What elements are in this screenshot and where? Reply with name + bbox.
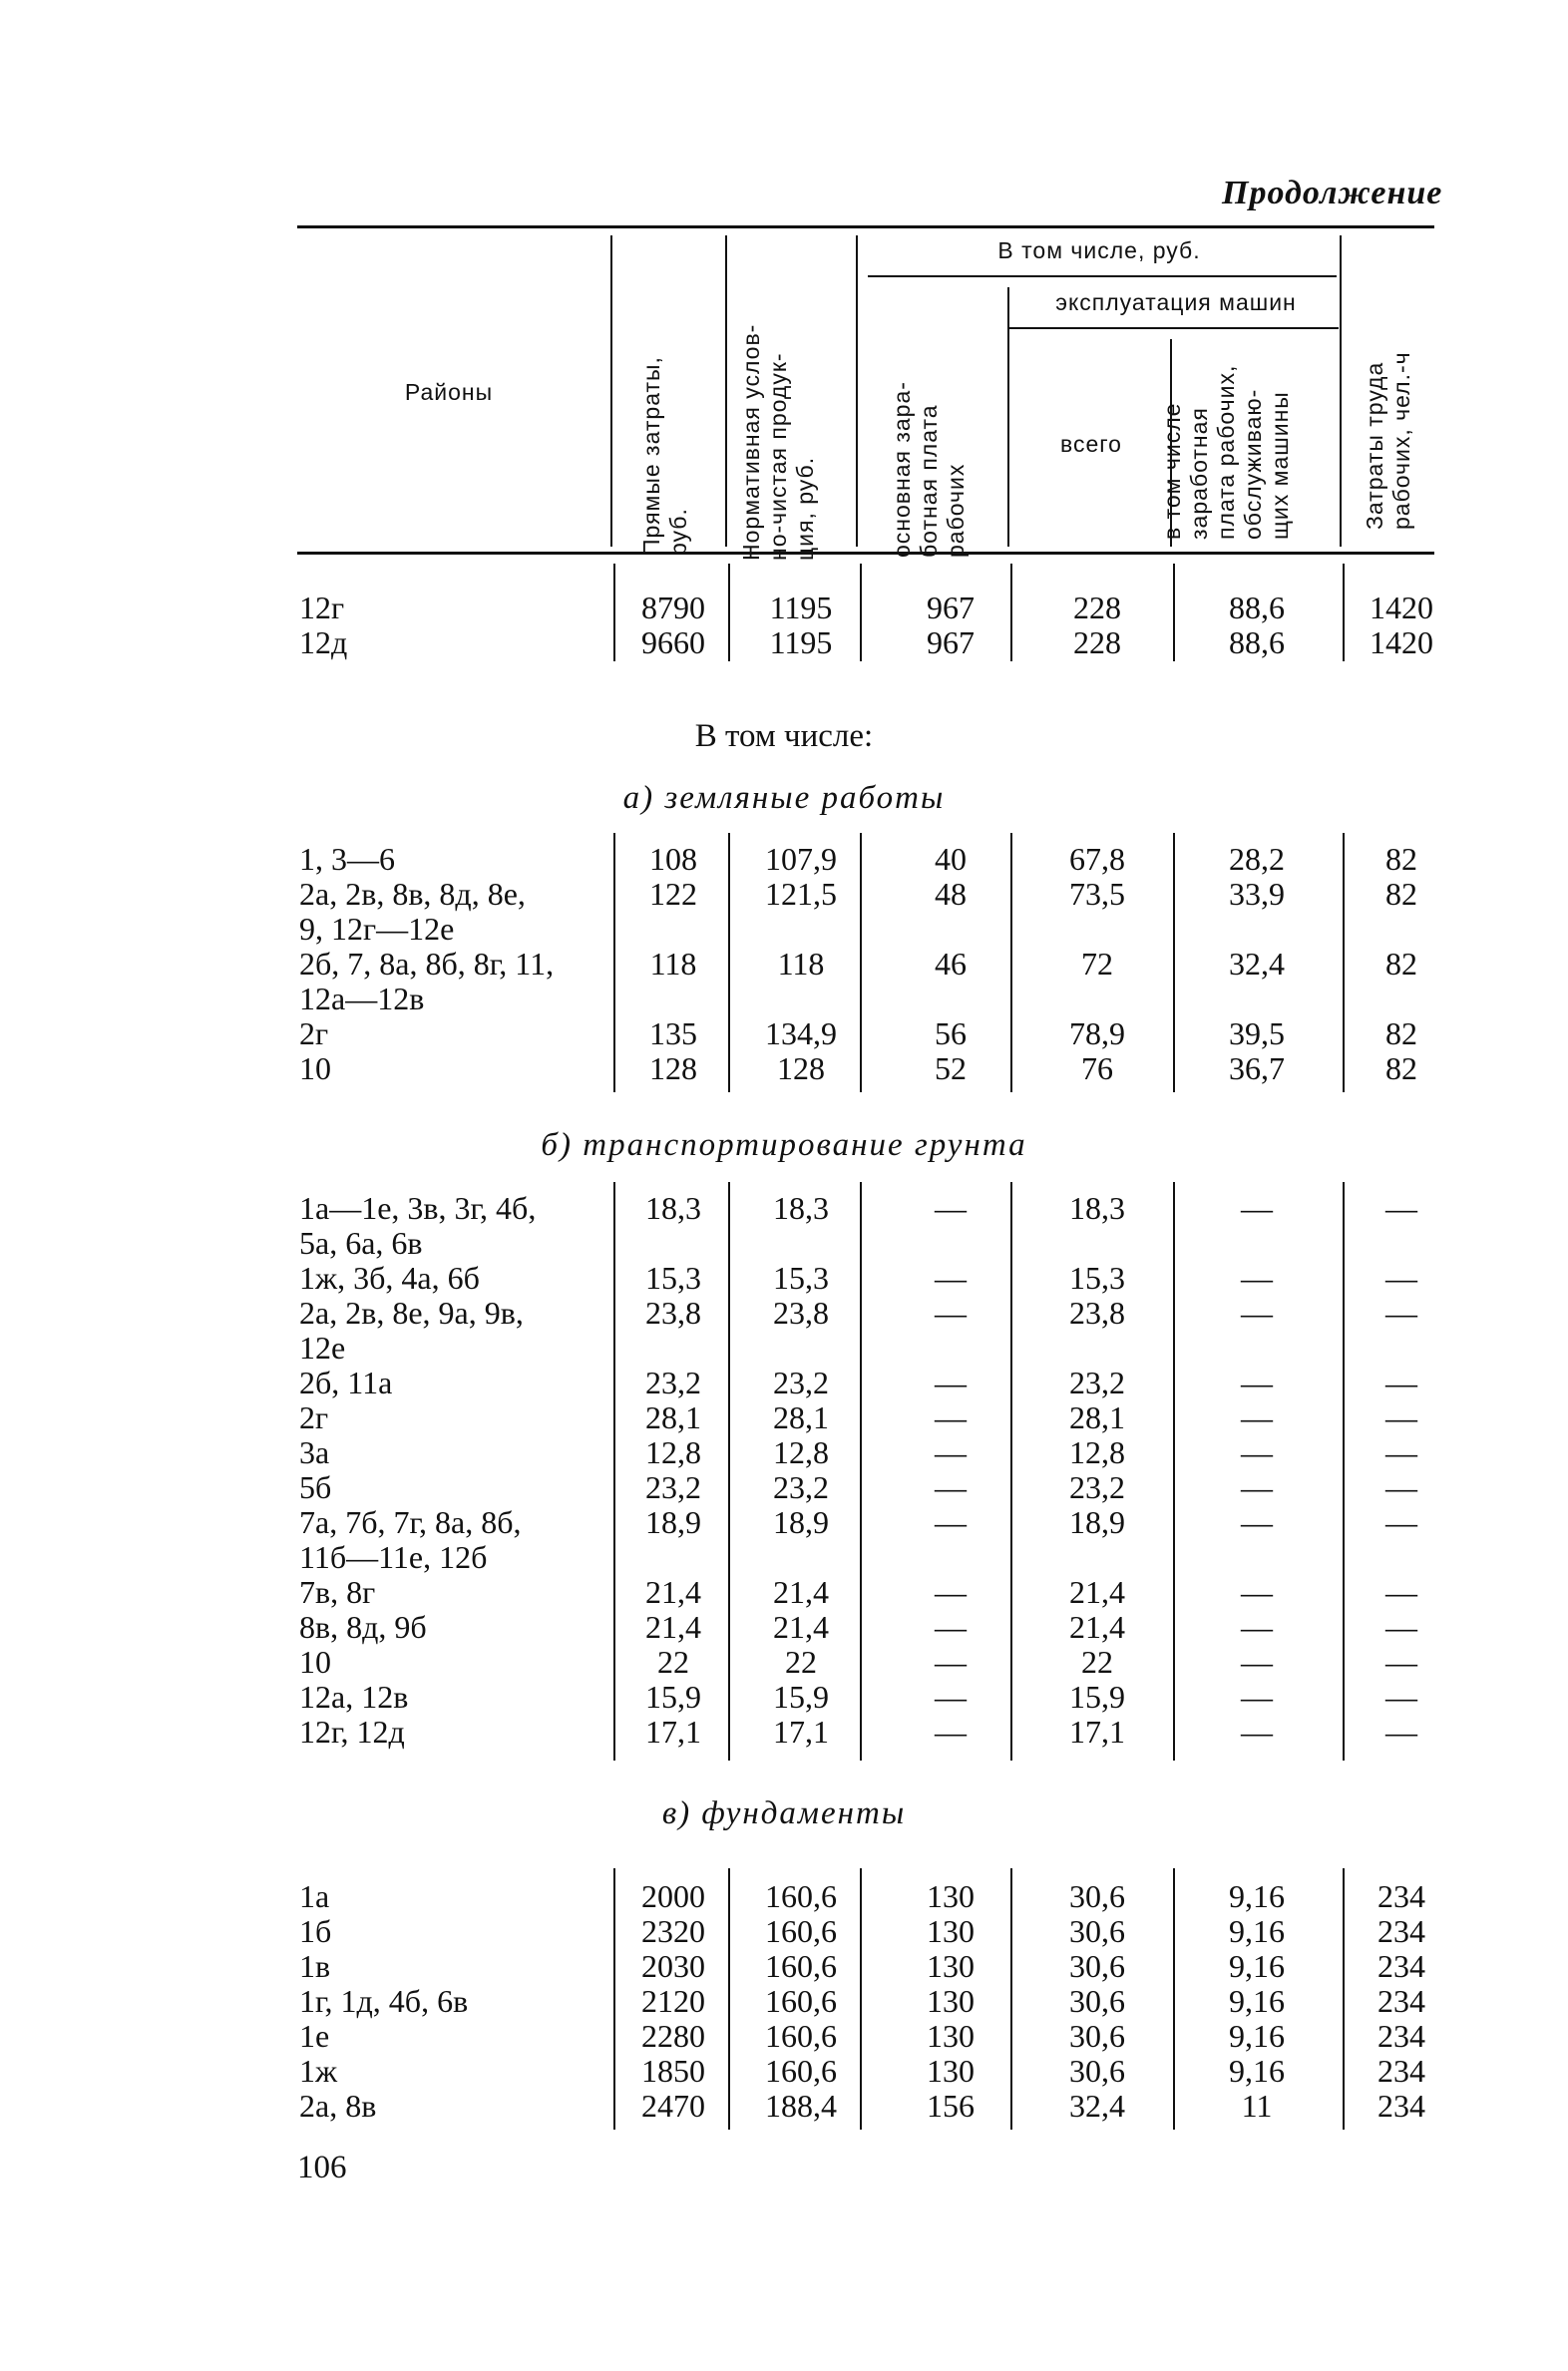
row-value: 188,4 [765, 2088, 837, 2124]
header-districts: Районы [404, 379, 494, 405]
row-value: 52 [935, 1050, 967, 1086]
row-value: 12,8 [1069, 1434, 1125, 1470]
row-value: 2000 [641, 1878, 705, 1914]
row-value: 76 [1081, 1050, 1113, 1086]
row-value: 234 [1377, 1983, 1425, 2019]
row-value: 82 [1385, 841, 1417, 877]
row-value: 23,2 [773, 1365, 829, 1400]
row-value: 28,1 [1069, 1399, 1125, 1435]
row-value: 234 [1377, 1913, 1425, 1949]
row-value: 67,8 [1069, 841, 1125, 877]
row-value: 28,1 [773, 1399, 829, 1435]
table-row [0, 1505, 1568, 1540]
machines-rule [1009, 327, 1339, 329]
row-value: — [1241, 1644, 1273, 1680]
row-value: 228 [1073, 624, 1121, 660]
table-row [0, 1949, 1568, 1984]
row-value: — [935, 1609, 967, 1645]
row-value: 156 [927, 2088, 975, 2124]
row-value: — [935, 1295, 967, 1331]
row-value: — [935, 1644, 967, 1680]
row-value: 15,9 [645, 1679, 701, 1715]
incl-heading: В том числе: [694, 718, 874, 754]
row-value: 88,6 [1229, 624, 1285, 660]
table-row [0, 947, 1568, 982]
row-value: 21,4 [1069, 1609, 1125, 1645]
table-row [0, 625, 1568, 660]
row-label: 10 [299, 1644, 331, 1680]
header-normative: Нормативная услов- но-чистая продук- ция, руб. [738, 323, 818, 561]
row-value: — [1241, 1504, 1273, 1540]
table-row [0, 2089, 1568, 2124]
row-value: — [935, 1574, 967, 1610]
row-value: 118 [649, 946, 697, 982]
row-value: — [935, 1399, 967, 1435]
row-value: 23,2 [645, 1365, 701, 1400]
table-row [0, 591, 1568, 625]
row-value: 39,5 [1229, 1015, 1285, 1051]
row-value: 88,6 [1229, 590, 1285, 625]
row-value: 48 [935, 876, 967, 912]
row-value: 108 [649, 841, 697, 877]
row-value: 234 [1377, 2088, 1425, 2124]
table-row [0, 1715, 1568, 1750]
row-value: 82 [1385, 946, 1417, 982]
page-number: 106 [297, 2150, 347, 2185]
row-value: 28,1 [645, 1399, 701, 1435]
row-value: — [1241, 1434, 1273, 1470]
row-value: 21,4 [773, 1609, 829, 1645]
row-value: 21,4 [645, 1574, 701, 1610]
row-label-continuation: 5а, 6а, 6в [299, 1225, 423, 1261]
row-value: 121,5 [765, 876, 837, 912]
table-row-continuation [0, 1331, 1568, 1366]
row-value: 40 [935, 841, 967, 877]
row-label: 2а, 2в, 8в, 8д, 8е, [299, 876, 526, 912]
row-value: 30,6 [1069, 2053, 1125, 2089]
row-label-continuation: 12а—12в [299, 981, 425, 1016]
row-value: 21,4 [1069, 1574, 1125, 1610]
row-value: 967 [927, 590, 975, 625]
row-label: 1ж, 3б, 4а, 6б [299, 1260, 480, 1296]
row-value: 36,7 [1229, 1050, 1285, 1086]
row-value: 18,3 [645, 1190, 701, 1226]
header-vline [1007, 287, 1009, 547]
section-title: б) транспортирование грунта [541, 1127, 1027, 1163]
row-value: 128 [777, 1050, 825, 1086]
row-value: 23,8 [645, 1295, 701, 1331]
row-label: 12а, 12в [299, 1679, 409, 1715]
table-row [0, 1645, 1568, 1680]
row-value: 228 [1073, 590, 1121, 625]
row-value: 22 [1081, 1644, 1113, 1680]
row-label-continuation: 12е [299, 1330, 346, 1366]
row-label-continuation: 9, 12г—12е [299, 911, 455, 947]
continuation-label: Продолжение [1222, 175, 1443, 211]
row-value: 11 [1241, 2088, 1273, 2124]
row-value: 21,4 [645, 1609, 701, 1645]
row-value: 8790 [641, 590, 705, 625]
row-value: 234 [1377, 1948, 1425, 1984]
header-machines: эксплуатация машин [1055, 289, 1297, 315]
table-row-continuation [0, 912, 1568, 947]
row-value: — [1385, 1295, 1417, 1331]
row-label: 12г [299, 590, 345, 625]
row-value: — [1385, 1574, 1417, 1610]
table-row [0, 1366, 1568, 1400]
row-value: 160,6 [765, 1913, 837, 1949]
table-row [0, 1680, 1568, 1715]
row-value: 12,8 [645, 1434, 701, 1470]
row-value: 21,4 [773, 1574, 829, 1610]
row-label: 1ж [299, 2053, 338, 2089]
row-value: 18,3 [773, 1190, 829, 1226]
table-row [0, 1435, 1568, 1470]
row-value: 23,2 [645, 1469, 701, 1505]
row-label: 2б, 11а [299, 1365, 393, 1400]
row-value: 15,9 [773, 1679, 829, 1715]
section-title: в) фундаменты [661, 1795, 907, 1831]
row-value: — [1241, 1190, 1273, 1226]
row-value: — [1385, 1469, 1417, 1505]
table-row [0, 842, 1568, 877]
row-value: 130 [927, 2053, 975, 2089]
row-value: — [1385, 1644, 1417, 1680]
row-label: 2а, 8в [299, 2088, 377, 2124]
row-value: 32,4 [1069, 2088, 1125, 2124]
row-value: — [1241, 1679, 1273, 1715]
row-label: 2а, 2в, 8е, 9а, 9в, [299, 1295, 524, 1331]
header-labor: Затраты труда рабочих, чел.-ч [1362, 351, 1414, 530]
row-value: — [935, 1434, 967, 1470]
header-total: всего [1060, 431, 1122, 457]
row-value: 122 [649, 876, 697, 912]
row-value: 2030 [641, 1948, 705, 1984]
row-label: 10 [299, 1050, 331, 1086]
table-row-continuation [0, 1540, 1568, 1575]
row-label: 7а, 7б, 7г, 8а, 8б, [299, 1504, 522, 1540]
row-value: 18,9 [773, 1504, 829, 1540]
row-label: 3а [299, 1434, 330, 1470]
row-label: 12д [299, 624, 348, 660]
row-label: 5б [299, 1469, 332, 1505]
row-value: 78,9 [1069, 1015, 1125, 1051]
row-value: 160,6 [765, 2053, 837, 2089]
row-value: — [935, 1260, 967, 1296]
table-row [0, 1191, 1568, 1226]
row-value: — [1385, 1260, 1417, 1296]
row-value: 28,2 [1229, 841, 1285, 877]
row-value: 160,6 [765, 2018, 837, 2054]
row-label: 12г, 12д [299, 1714, 405, 1750]
table-row [0, 1400, 1568, 1435]
section-title: а) земляные работы [622, 780, 946, 816]
row-value: 118 [777, 946, 825, 982]
row-value: — [935, 1504, 967, 1540]
row-value: 46 [935, 946, 967, 982]
row-value: 1195 [769, 590, 833, 625]
row-label: 1в [299, 1948, 331, 1984]
header-direct-costs: Прямые затраты, руб. [638, 356, 691, 556]
row-value: 30,6 [1069, 2018, 1125, 2054]
table-row [0, 1914, 1568, 1949]
row-value: 2280 [641, 2018, 705, 2054]
row-label: 2г [299, 1399, 329, 1435]
row-value: 23,8 [773, 1295, 829, 1331]
row-value: 130 [927, 2018, 975, 2054]
table-row [0, 2019, 1568, 2054]
table-row-continuation [0, 1226, 1568, 1261]
header-bottom-rule [297, 552, 1434, 555]
row-value: 30,6 [1069, 1878, 1125, 1914]
row-value: 9,16 [1229, 1983, 1285, 2019]
row-value: 17,1 [1069, 1714, 1125, 1750]
row-value: 9,16 [1229, 1948, 1285, 1984]
row-value: 23,2 [1069, 1469, 1125, 1505]
table-row [0, 1016, 1568, 1051]
row-value: 23,2 [773, 1469, 829, 1505]
header-vline [856, 235, 858, 547]
header-base-wage: основная зара- ботная плата рабочих [889, 381, 969, 558]
row-value: 130 [927, 1913, 975, 1949]
row-value: — [1241, 1469, 1273, 1505]
row-label: 7в, 8г [299, 1574, 376, 1610]
row-value: 2470 [641, 2088, 705, 2124]
row-value: 1195 [769, 624, 833, 660]
table-row [0, 1984, 1568, 2019]
header-top-rule [297, 225, 1434, 228]
header-incl-wage: в том числе заработная плата рабочих, обслуживаю- щих машины [1159, 364, 1293, 540]
row-value: 18,9 [1069, 1504, 1125, 1540]
row-value: — [935, 1469, 967, 1505]
row-value: 2120 [641, 1983, 705, 2019]
header-incl: В том числе, руб. [997, 237, 1201, 263]
row-value: 30,6 [1069, 1948, 1125, 1984]
table-row [0, 1879, 1568, 1914]
row-value: 160,6 [765, 1878, 837, 1914]
row-label: 1а—1е, 3в, 3г, 4б, [299, 1190, 537, 1226]
row-label: 1б [299, 1913, 332, 1949]
row-value: 72 [1081, 946, 1113, 982]
table-row [0, 2054, 1568, 2089]
row-label: 1, 3—6 [299, 841, 395, 877]
row-value: 30,6 [1069, 1983, 1125, 2019]
row-value: 17,1 [645, 1714, 701, 1750]
table-row [0, 877, 1568, 912]
row-label: 1а [299, 1878, 330, 1914]
row-value: 967 [927, 624, 975, 660]
row-value: 130 [927, 1983, 975, 2019]
row-value: 128 [649, 1050, 697, 1086]
row-value: 130 [927, 1878, 975, 1914]
row-value: — [1385, 1365, 1417, 1400]
row-value: — [1385, 1609, 1417, 1645]
row-value: 1850 [641, 2053, 705, 2089]
row-label: 2б, 7, 8а, 8б, 8г, 11, [299, 946, 555, 982]
row-value: 1420 [1370, 624, 1433, 660]
row-value: — [1385, 1504, 1417, 1540]
row-value: 82 [1385, 1015, 1417, 1051]
row-value: — [1385, 1679, 1417, 1715]
header-vline [1340, 235, 1342, 547]
row-value: — [935, 1190, 967, 1226]
row-value: 15,3 [773, 1260, 829, 1296]
row-value: 23,8 [1069, 1295, 1125, 1331]
row-value: — [1385, 1190, 1417, 1226]
row-value: 9,16 [1229, 2018, 1285, 2054]
row-value: — [1385, 1434, 1417, 1470]
row-value: 9,16 [1229, 1913, 1285, 1949]
row-value: 23,2 [1069, 1365, 1125, 1400]
table-row [0, 1610, 1568, 1645]
row-value: 33,9 [1229, 876, 1285, 912]
row-value: 9,16 [1229, 1878, 1285, 1914]
row-value: 17,1 [773, 1714, 829, 1750]
row-value: 134,9 [765, 1015, 837, 1051]
row-value: 22 [657, 1644, 689, 1680]
row-value: 135 [649, 1015, 697, 1051]
table-row [0, 1296, 1568, 1331]
row-value: 12,8 [773, 1434, 829, 1470]
row-value: 130 [927, 1948, 975, 1984]
row-value: 22 [785, 1644, 817, 1680]
table-row [0, 1261, 1568, 1296]
row-value: 9,16 [1229, 2053, 1285, 2089]
row-value: 73,5 [1069, 876, 1125, 912]
table-row [0, 1470, 1568, 1505]
row-label: 1г, 1д, 4б, 6в [299, 1983, 469, 2019]
row-label-continuation: 11б—11е, 12б [299, 1539, 488, 1575]
row-value: — [935, 1679, 967, 1715]
row-value: — [1385, 1399, 1417, 1435]
row-value: 56 [935, 1015, 967, 1051]
table-row-continuation [0, 982, 1568, 1016]
row-value: 82 [1385, 876, 1417, 912]
row-value: — [1241, 1609, 1273, 1645]
row-value: — [1241, 1399, 1273, 1435]
row-value: — [935, 1365, 967, 1400]
row-value: — [1241, 1295, 1273, 1331]
row-value: 30,6 [1069, 1913, 1125, 1949]
row-value: 107,9 [765, 841, 837, 877]
incl-rule [868, 275, 1337, 277]
row-value: 2320 [641, 1913, 705, 1949]
row-value: 18,9 [645, 1504, 701, 1540]
header-vline [725, 235, 727, 547]
row-value: 160,6 [765, 1983, 837, 2019]
row-value: 234 [1377, 2018, 1425, 2054]
row-value: 15,3 [1069, 1260, 1125, 1296]
row-value: 234 [1377, 1878, 1425, 1914]
row-value: — [1241, 1714, 1273, 1750]
row-value: — [1241, 1260, 1273, 1296]
row-label: 8в, 8д, 9б [299, 1609, 427, 1645]
table-row [0, 1575, 1568, 1610]
row-value: — [935, 1714, 967, 1750]
row-value: — [1241, 1365, 1273, 1400]
row-value: 160,6 [765, 1948, 837, 1984]
row-value: — [1385, 1714, 1417, 1750]
row-value: 234 [1377, 2053, 1425, 2089]
row-value: 1420 [1370, 590, 1433, 625]
row-value: 15,3 [645, 1260, 701, 1296]
header-vline [610, 235, 612, 547]
row-value: 32,4 [1229, 946, 1285, 982]
row-value: 9660 [641, 624, 705, 660]
row-value: 18,3 [1069, 1190, 1125, 1226]
row-value: 82 [1385, 1050, 1417, 1086]
row-label: 1е [299, 2018, 330, 2054]
row-value: 15,9 [1069, 1679, 1125, 1715]
table-row [0, 1051, 1568, 1086]
row-value: — [1241, 1574, 1273, 1610]
row-label: 2г [299, 1015, 329, 1051]
